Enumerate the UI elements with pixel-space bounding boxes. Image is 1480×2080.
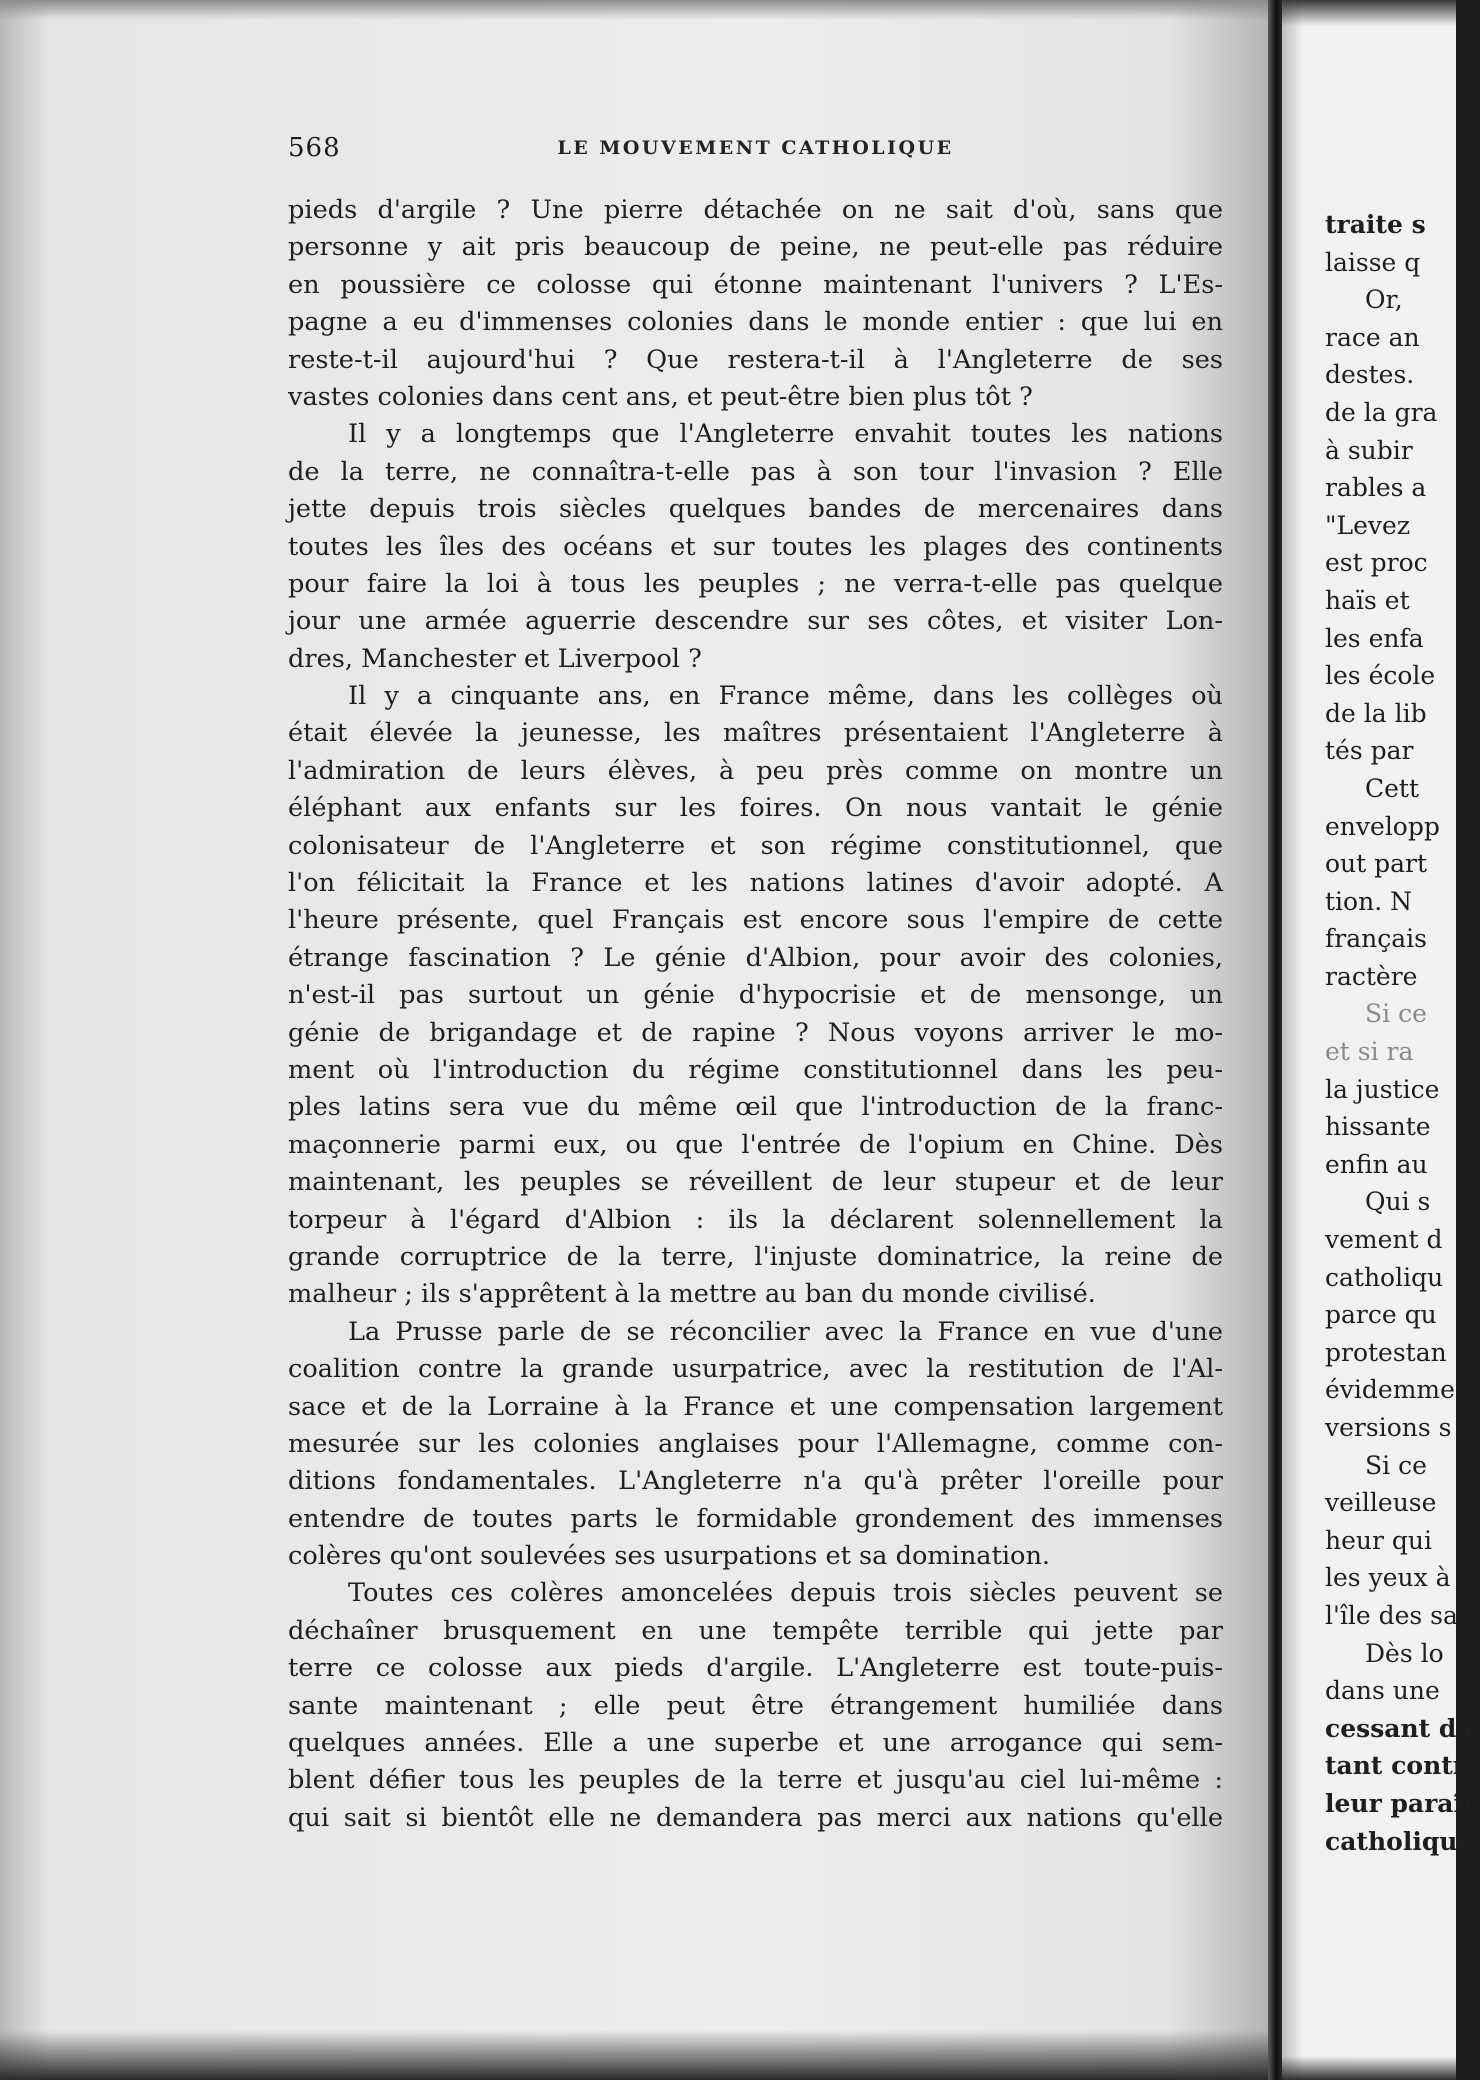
text-line: ment où l'introduction du régime constitutionnel dans les peu- — [288, 1054, 1223, 1085]
text-line: terre ce colosse aux pieds d'argile. L'Angleterre est toute-puis- — [288, 1653, 1223, 1684]
text-line: laisse q — [1325, 247, 1421, 277]
text-line: envelopp — [1325, 811, 1440, 841]
text-line: dres, Manchester et Liverpool ? — [288, 643, 702, 674]
text-line: protestan — [1325, 1337, 1447, 1367]
text-line: dans une — [1325, 1676, 1440, 1706]
text-line: sante maintenant ; elle peut être étrangement humiliée dans — [288, 1690, 1223, 1721]
text-line: torpeur à l'égard d'Albion : ils la déclarent solennellement la — [288, 1204, 1223, 1235]
text-line: parce qu — [1325, 1300, 1437, 1330]
text-line: ples latins sera vue du même œil que l'introduction de la franc- — [288, 1092, 1223, 1123]
text-line: out part — [1325, 849, 1428, 879]
text-line: de la lib — [1325, 698, 1427, 728]
text-line: catholiqu — [1325, 1262, 1444, 1292]
text-line: entendre de toutes parts le formidable grondement des immenses — [288, 1503, 1223, 1534]
text-line: à subir — [1325, 435, 1413, 465]
text-line: colonisateur de l'Angleterre et son régime constitutionnel, que — [288, 830, 1223, 861]
text-line: grande corruptrice de la terre, l'injuste dominatrice, la reine de — [288, 1241, 1223, 1272]
text-line: n'est-il pas surtout un génie d'hypocrisie et de mensonge, un — [288, 980, 1223, 1011]
text-line: génie de brigandage et de rapine ? Nous voyons arriver le mo- — [288, 1017, 1223, 1048]
text-line: l'on félicitait la France et les nations latines d'avoir adopté. A — [288, 868, 1223, 899]
left-page-body-text — [288, 192, 1223, 1837]
text-line: la justice — [1325, 1074, 1440, 1104]
text-line: traite s — [1325, 210, 1426, 239]
running-title: LE MOUVEMENT CATHOLIQUE — [557, 137, 954, 159]
text-line: tion. N — [1325, 886, 1412, 916]
text-line: leur paraît — [1325, 1788, 1475, 1818]
text-line: catholique — [1325, 1826, 1474, 1856]
text-line: haïs et — [1325, 585, 1410, 615]
text-line: les yeux à — [1325, 1563, 1451, 1593]
text-line: tés par — [1325, 736, 1414, 766]
text-line: ractère — [1325, 961, 1418, 991]
text-line: maçonnerie parmi eux, ou que l'entrée de l'opium en Chine. Dès — [288, 1129, 1223, 1160]
text-line: jette depuis trois siècles quelques bandes de mercenaires dans — [288, 494, 1223, 525]
text-line: pieds d'argile ? Une pierre détachée on ne sait d'où, sans que — [288, 195, 1223, 225]
text-line: toutes les îles des océans et sur toutes les plages des continents — [288, 531, 1223, 562]
right-page-partial — [1282, 0, 1480, 2080]
text-line: cessant d'é — [1325, 1713, 1480, 1743]
text-line: français — [1325, 924, 1427, 954]
text-line: Si ce — [1365, 1450, 1427, 1480]
text-line: étrange fascination ? Le génie d'Albion, pour avoir des colonies, — [288, 942, 1223, 973]
right-page-body-text — [1325, 206, 1480, 1860]
text-line: Qui s — [1365, 1187, 1431, 1217]
text-line: rables a — [1325, 473, 1427, 503]
text-line: Toutes ces colères amoncelées depuis trois siècles peuvent se — [348, 1578, 1223, 1609]
text-line: blent défier tous les peuples de la terre et jusqu'au ciel lui-même : — [288, 1765, 1223, 1796]
text-line: Cett — [1365, 773, 1420, 803]
text-line: personne y ait pris beaucoup de peine, ne peut-elle pas réduire — [288, 232, 1223, 263]
text-line: maintenant, les peuples se réveillent de leur stupeur et de leur — [288, 1167, 1223, 1198]
text-line: coalition contre la grande usurpatrice, avec la restitution de l'Al- — [288, 1354, 1223, 1385]
text-line: veilleuse — [1325, 1488, 1437, 1518]
text-line: l'admiration de leurs élèves, à peu près comme on montre un — [288, 755, 1223, 786]
text-line: reste-t-il aujourd'hui ? Que restera-t-il à l'Angleterre de ses — [288, 344, 1223, 375]
text-line: sace et de la Lorraine à la France et une compensation largement — [288, 1391, 1223, 1422]
text-line: l'heure présente, quel Français est encore sous l'empire de cette — [288, 905, 1223, 936]
text-line: Dès lo — [1365, 1638, 1444, 1668]
text-line: les école — [1325, 661, 1436, 691]
text-line: évidemme — [1325, 1375, 1455, 1405]
text-line: enfin au — [1325, 1149, 1428, 1179]
text-line: vement d — [1325, 1225, 1443, 1255]
text-line: destes. — [1325, 360, 1415, 390]
text-line: malheur ; ils s'apprêtent à la mettre au ban du monde civilisé. — [288, 1279, 1096, 1310]
page-header — [288, 133, 1223, 173]
text-line: heur qui — [1325, 1525, 1432, 1555]
text-line: mesurée sur les colonies anglaises pour l'Allemagne, comme con- — [288, 1428, 1223, 1459]
text-line: pagne a eu d'immenses colonies dans le monde entier : que lui en — [288, 307, 1223, 338]
text-line: ditions fondamentales. L'Angleterre n'a qu'à prêter l'oreille pour — [288, 1466, 1223, 1497]
text-line: qui sait si bientôt elle ne demandera pas merci aux nations qu'elle — [288, 1802, 1223, 1833]
text-line: race an — [1325, 322, 1420, 352]
text-line: était élevée la jeunesse, les maîtres présentaient l'Angleterre à — [288, 718, 1223, 749]
text-line: est proc — [1325, 548, 1428, 578]
text-line: Si ce — [1365, 999, 1427, 1029]
text-line: Il y a cinquante ans, en France même, dans les collèges où — [348, 681, 1223, 712]
text-line: de la gra — [1325, 397, 1438, 427]
text-line: colères qu'ont soulevées ses usurpations et sa domination. — [288, 1541, 1051, 1572]
book-gutter — [1268, 0, 1282, 2080]
text-line: les enfa — [1325, 623, 1424, 653]
text-line: vastes colonies dans cent ans, et peut-être bien plus tôt ? — [288, 381, 1033, 412]
text-line: Or, — [1365, 285, 1403, 315]
text-line: quelques années. Elle a une superbe et une arrogance qui sem- — [288, 1728, 1223, 1759]
text-line: La Prusse parle de se réconcilier avec la France en vue d'une — [348, 1316, 1223, 1347]
text-line: "Levez — [1325, 510, 1410, 540]
text-line: en poussière ce colosse qui étonne maintenant l'univers ? L'Es- — [288, 269, 1223, 300]
text-line: hissante — [1325, 1112, 1431, 1142]
text-line: pour faire la loi à tous les peuples ; ne verra-t-elle pas quelque — [288, 568, 1223, 599]
text-line: Il y a longtemps que l'Angleterre envahit toutes les nations — [348, 419, 1223, 450]
page-number: 568 — [288, 133, 341, 163]
text-line: tant contr — [1325, 1751, 1466, 1781]
text-line: éléphant aux enfants sur les foires. On nous vantait le génie — [288, 793, 1223, 824]
text-line: jour une armée aguerrie descendre sur ses côtes, et visiter Lon- — [288, 606, 1223, 637]
text-line: versions s — [1325, 1413, 1452, 1442]
text-line: et si ra — [1325, 1037, 1414, 1067]
text-line: l'île des sa — [1325, 1600, 1458, 1630]
text-line: déchaîner brusquement en une tempête terrible qui jette par — [288, 1615, 1223, 1646]
text-line: de la terre, ne connaîtra-t-elle pas à son tour l'invasion ? Elle — [288, 456, 1223, 487]
